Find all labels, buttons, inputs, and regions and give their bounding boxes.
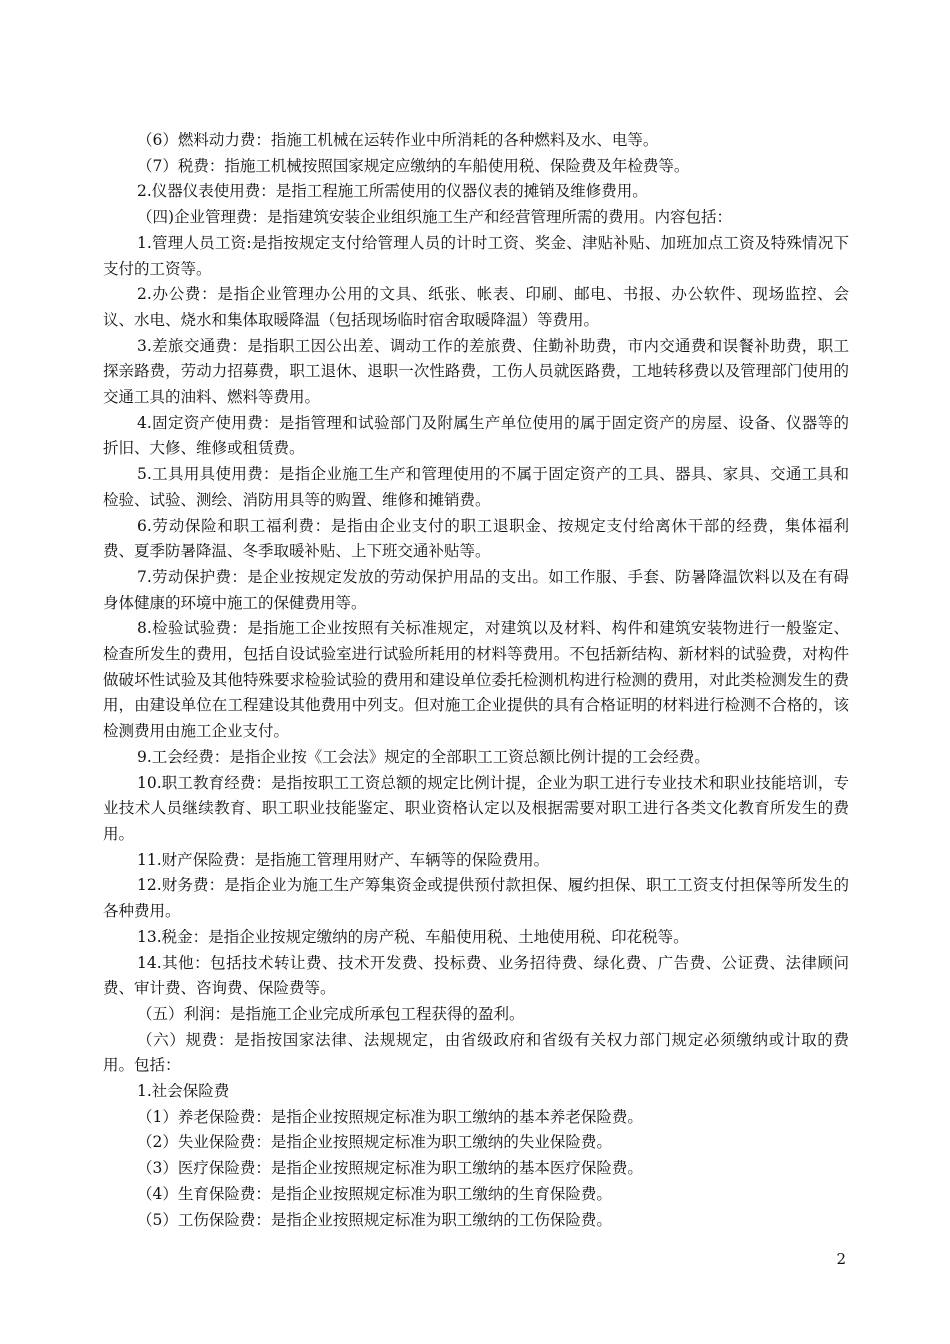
paragraph-other-fees: 14.其他：包括技术转让费、技术开发费、投标费、业务招待费、绿化费、广告费、公证费、法律顾问费、审计费、咨询费、保险费等。: [103, 953, 849, 998]
paragraph-management-salary: 1.管理人员工资:是指按规定支付给管理人员的计时工资、奖金、津贴补贴、加班加点工资及特殊情况下支付的工资等。: [103, 233, 849, 278]
paragraph-travel-fee: 3.差旅交通费：是指职工因公出差、调动工作的差旅费、住勤补助费，市内交通费和误餐补助费，职工探亲路费，劳动力招募费，职工退休、退职一次性路费，工伤人员就医路费，工地转移费以及管理部门使用的交通工具的油料、燃料等费用。: [103, 336, 849, 407]
paragraph-instrument-fee: 2.仪器仪表使用费：是指工程施工所需使用的仪器仪表的摊销及维修费用。: [137, 182, 648, 201]
paragraph-education-fee: 10.职工教育经费：是指按职工工资总额的规定比例计提，企业为职工进行专业技术和职业技能培训，专业技术人员继续教育、职工职业技能鉴定、职业资格认定以及根据需要对职工进行各类文化教育所发生的费用。: [103, 773, 849, 843]
body-text: [103, 128, 849, 1233]
paragraph-property-insurance-fee: 11.财产保险费：是指施工管理用财产、车辆等的保险费用。: [137, 850, 550, 869]
paragraph-fixed-asset-fee: 4.固定资产使用费：是指管理和试验部门及附属生产单位使用的属于固定资产的房屋、设备、仪器等的折旧、大修、维修或租赁费。: [103, 413, 849, 458]
paragraph-union-fee: 9.工会经费：是指企业按《工会法》规定的全部职工工资总额比例计提的工会经费。: [137, 747, 710, 766]
paragraph-labor-insurance-welfare: 6.劳动保险和职工福利费：是指由企业支付的职工退职金、按规定支付给离休干部的经费，集体福利费、夏季防暑降温、冬季取暖补贴、上下班交通补贴等。: [103, 516, 849, 561]
paragraph-labor-protection-fee: 7.劳动保护费：是企业按规定发放的劳动保护用品的支出。如工作服、手套、防暑降温饮料以及在有碍身体健康的环境中施工的保健费用等。: [103, 567, 849, 612]
paragraph-statutory-fees: （六）规费：是指按国家法律、法规规定，由省级政府和省级有关权力部门规定必须缴纳或计取的费用。包括：: [103, 1030, 849, 1075]
paragraph-fuel-power-fee: （6）燃料动力费：指施工机械在运转作业中所消耗的各种燃料及水、电等。: [137, 131, 659, 149]
page-number: 2: [836, 1250, 846, 1268]
paragraph-maternity-insurance: （4）生育保险费：是指企业按照规定标准为职工缴纳的生育保险费。: [137, 1184, 612, 1203]
paragraph-taxes: 13.税金：是指企业按规定缴纳的房产税、车船使用税、土地使用税、印花税等。: [137, 927, 689, 946]
paragraph-inspection-test-fee: 8.检验试验费：是指施工企业按照有关标准规定，对建筑以及材料、构件和建筑安装物进行一般鉴定、检查所发生的费用，包括自设试验室进行试验所耗用的材料等费用。不包括新结构、新材料的试验费，对构件做破坏性试验及其他特殊要求检验试验的费用和建设单位委托检测机构进行检测的费用，对此类检测发生的费用，由建设单位在工程建设其他费用中列支。但对施工企业提供的具有合格证明的材料进行检测不合格的，该检测费用由施工企业支付。: [103, 619, 849, 741]
paragraph-tax-fee: （7）税费：指施工机械按照国家规定应缴纳的车船使用税、保险费及年检费等。: [137, 156, 690, 175]
paragraph-medical-insurance: （3）医疗保险费：是指企业按照规定标准为职工缴纳的基本医疗保险费。: [137, 1159, 643, 1178]
paragraph-social-insurance-heading: 1.社会保险费: [137, 1082, 230, 1101]
paragraph-profit: （五）利润：是指施工企业完成所承包工程获得的盈利。: [137, 1004, 525, 1023]
paragraph-office-fee: 2.办公费：是指企业管理办公用的文具、纸张、帐表、印刷、邮电、书报、办公软件、现场监控、会议、水电、烧水和集体取暖降温（包括现场临时宿舍取暖降温）等费用。: [103, 285, 849, 329]
paragraph-finance-fee: 12.财务费：是指企业为施工生产筹集资金或提供预付款担保、履约担保、职工工资支付担保等所发生的各种费用。: [103, 876, 849, 921]
paragraph-tools-fee: 5.工具用具使用费：是指企业施工生产和管理使用的不属于固定资产的工具、器具、家具、交通工具和检验、试验、测绘、消防用具等的购置、维修和摊销费。: [103, 465, 849, 509]
paragraph-unemployment-insurance: （2）失业保险费：是指企业按照规定标准为职工缴纳的失业保险费。: [137, 1133, 612, 1152]
paragraph-work-injury-insurance: （5）工伤保险费：是指企业按照规定标准为职工缴纳的工伤保险费。: [137, 1210, 612, 1229]
paragraph-pension-insurance: （1）养老保险费：是指企业按照规定标准为职工缴纳的基本养老保险费。: [137, 1107, 643, 1126]
paragraph-enterprise-management-fee: （四)企业管理费：是指建筑安装企业组织施工生产和经营管理所需的费用。内容包括：: [137, 208, 733, 227]
